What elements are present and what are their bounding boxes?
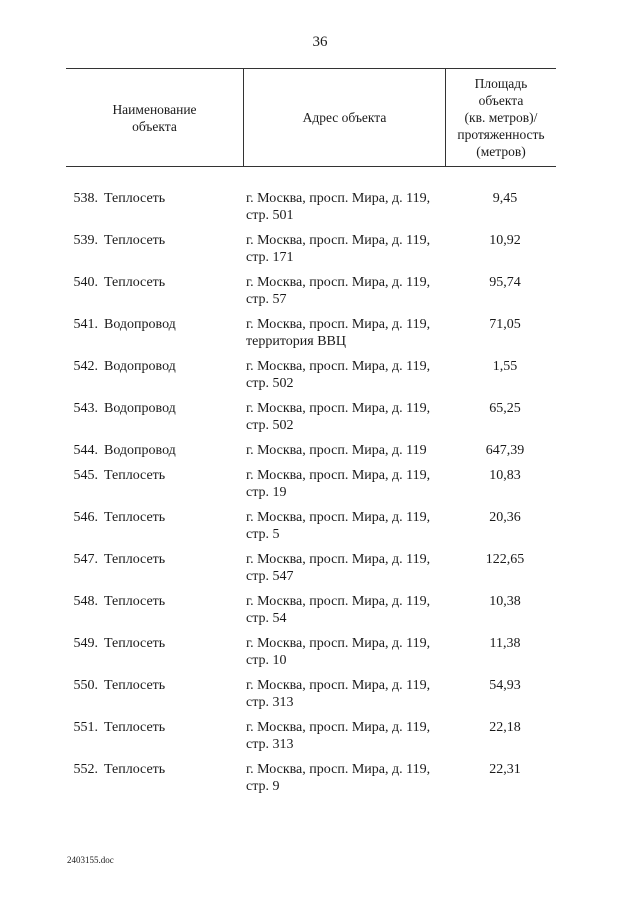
table-row [0, 274, 640, 308]
object-name: Водопровод [104, 401, 176, 416]
object-name: Водопровод [104, 359, 176, 374]
object-name: Теплосеть [104, 233, 166, 248]
object-address: г. Москва, просп. Мира, д. 119, стр. 10 [246, 636, 431, 668]
table-row [0, 316, 640, 350]
object-area-value: 54,93 [489, 678, 521, 693]
object-area-value: 22,31 [489, 762, 521, 777]
row-number: 538. [73, 191, 98, 206]
table-row [0, 593, 640, 627]
row-number: 543. [73, 401, 98, 416]
table-row [0, 232, 640, 266]
document-filename: 2403155.doc [67, 855, 114, 865]
object-address: г. Москва, просп. Мира, д. 119, стр. 313 [246, 720, 431, 752]
page-number: 36 [312, 34, 328, 50]
row-number: 550. [73, 678, 98, 693]
object-name: Теплосеть [104, 191, 166, 206]
object-address: г. Москва, просп. Мира, д. 119, стр. 171 [246, 233, 431, 265]
row-number: 551. [73, 720, 98, 735]
object-address: г. Москва, просп. Мира, д. 119, стр. 501 [246, 191, 431, 223]
object-address: г. Москва, просп. Мира, д. 119, стр. 9 [246, 762, 431, 794]
object-name: Теплосеть [104, 468, 166, 483]
object-area-value: 71,05 [489, 317, 521, 332]
row-number: 540. [73, 275, 98, 290]
row-number: 552. [73, 762, 98, 777]
object-name: Теплосеть [104, 594, 166, 609]
object-name: Теплосеть [104, 720, 166, 735]
object-address: г. Москва, просп. Мира, д. 119, стр. 313 [246, 678, 431, 710]
row-number: 546. [73, 510, 98, 525]
table-row [0, 442, 640, 459]
table-row [0, 400, 640, 434]
table-row [0, 677, 640, 711]
header-name-label: Наименование объекта [112, 101, 197, 134]
object-area-value: 65,25 [489, 401, 521, 416]
header-name-column [66, 69, 244, 166]
row-number: 549. [73, 636, 98, 651]
row-number: 547. [73, 552, 98, 567]
object-area-value: 122,65 [485, 552, 525, 567]
row-number: 542. [73, 359, 98, 374]
object-address: г. Москва, просп. Мира, д. 119, стр. 54 [246, 594, 431, 626]
object-address: г. Москва, просп. Мира, д. 119, территория ВВЦ [246, 317, 431, 349]
object-address: г. Москва, просп. Мира, д. 119 [246, 443, 427, 458]
header-area-column [446, 69, 556, 166]
row-number: 541. [73, 317, 98, 332]
header-area-label: Площадь объекта (кв. метров)/ протяженность (метров) [457, 76, 545, 159]
table-row [0, 635, 640, 669]
table-row [0, 761, 640, 795]
object-address: г. Москва, просп. Мира, д. 119, стр. 57 [246, 275, 431, 307]
object-area-value: 22,18 [489, 720, 521, 735]
table-row [0, 190, 640, 224]
object-area-value: 647,39 [485, 443, 525, 458]
object-area-value: 11,38 [489, 636, 521, 651]
table-row [0, 719, 640, 753]
table-header [66, 68, 556, 167]
object-area-value: 10,83 [489, 468, 521, 483]
object-name: Водопровод [104, 317, 176, 332]
object-address: г. Москва, просп. Мира, д. 119, стр. 5 [246, 510, 431, 542]
table-row [0, 509, 640, 543]
table-row [0, 467, 640, 501]
object-name: Теплосеть [104, 275, 166, 290]
object-name: Теплосеть [104, 636, 166, 651]
object-name: Теплосеть [104, 762, 166, 777]
object-name: Теплосеть [104, 552, 166, 567]
row-number: 544. [73, 443, 98, 458]
object-area-value: 1,55 [492, 359, 518, 374]
header-address-label: Адрес объекта [302, 110, 387, 125]
object-area-value: 95,74 [489, 275, 521, 290]
object-area-value: 20,36 [489, 510, 521, 525]
row-number: 545. [73, 468, 98, 483]
header-address-column [244, 69, 446, 166]
table-row [0, 551, 640, 585]
object-name: Теплосеть [104, 678, 166, 693]
object-name: Водопровод [104, 443, 176, 458]
object-address: г. Москва, просп. Мира, д. 119, стр. 547 [246, 552, 431, 584]
object-area-value: 10,38 [489, 594, 521, 609]
object-address: г. Москва, просп. Мира, д. 119, стр. 502 [246, 359, 431, 391]
object-area-value: 9,45 [492, 191, 518, 206]
row-number: 539. [73, 233, 98, 248]
table-row [0, 358, 640, 392]
object-address: г. Москва, просп. Мира, д. 119, стр. 502 [246, 401, 431, 433]
object-area-value: 10,92 [489, 233, 521, 248]
row-number: 548. [73, 594, 98, 609]
object-name: Теплосеть [104, 510, 166, 525]
object-address: г. Москва, просп. Мира, д. 119, стр. 19 [246, 468, 431, 500]
